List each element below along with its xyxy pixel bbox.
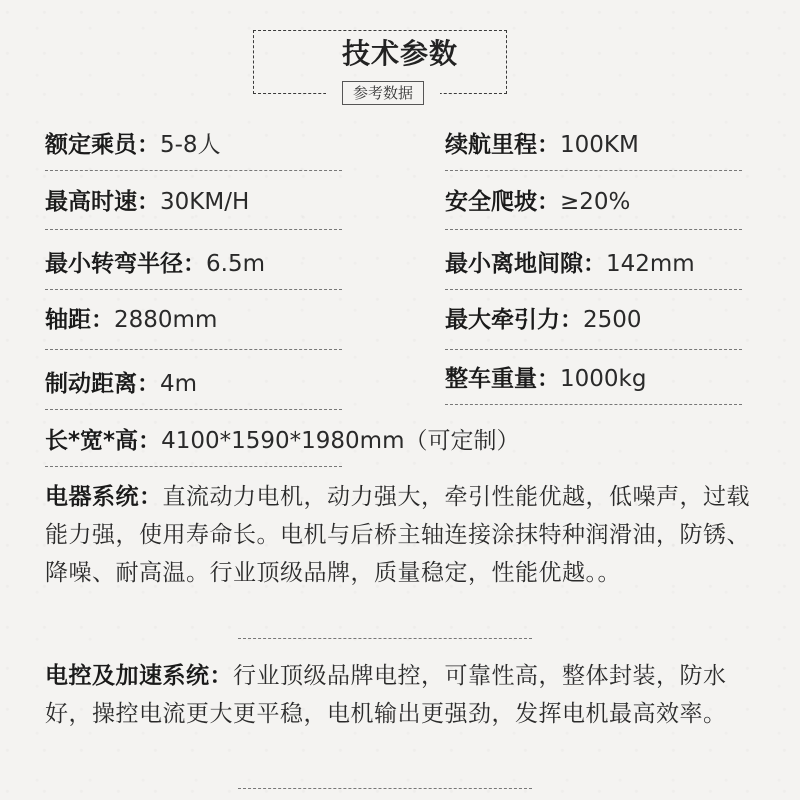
spec-value: 2500 xyxy=(583,307,642,333)
spec-weight xyxy=(445,364,646,394)
spec-wheelbase xyxy=(45,305,217,335)
spec-traction xyxy=(445,305,642,335)
spec-value: ≥20% xyxy=(560,189,631,215)
spec-turn-radius xyxy=(45,249,265,279)
spec-passengers xyxy=(45,130,221,160)
control-system-paragraph xyxy=(45,657,755,733)
spec-key: 轴距： xyxy=(45,307,114,333)
spec-key: 最小转弯半径： xyxy=(45,251,206,277)
spec-key: 长*宽*高： xyxy=(45,428,162,454)
page-title: 技术参数 xyxy=(341,37,458,70)
electrical-system-paragraph xyxy=(45,478,755,592)
paragraph-text: 行业顶级品牌电控，可靠性高，整体封装，防水好，操控电流更大更平稳，电机输出更强劲，发挥电机最高效率。 xyxy=(45,663,727,727)
divider xyxy=(238,788,532,789)
spec-climb xyxy=(445,187,630,217)
spec-key: 最大牵引力： xyxy=(445,307,583,333)
divider xyxy=(445,404,742,405)
paragraph-key: 电器系统： xyxy=(45,484,163,510)
spec-key: 最高时速： xyxy=(45,189,160,215)
spec-key: 额定乘员： xyxy=(45,132,160,158)
page-subtitle: 参考数据 xyxy=(342,81,424,105)
spec-key: 制动距离： xyxy=(45,371,160,397)
spec-braking xyxy=(45,369,197,399)
divider xyxy=(45,409,342,410)
spec-value: 6.5m xyxy=(206,251,265,277)
paragraph-key: 电控及加速系统： xyxy=(45,663,233,689)
divider xyxy=(45,289,342,290)
divider xyxy=(445,170,742,171)
spec-dimensions xyxy=(45,426,519,456)
divider xyxy=(45,229,342,230)
spec-range xyxy=(445,130,639,160)
spec-max-speed xyxy=(45,187,249,217)
subtitle-wrap xyxy=(326,80,440,106)
spec-value: 1000kg xyxy=(560,366,647,392)
spec-key: 最小离地间隙： xyxy=(445,251,606,277)
spec-value: 4100*1590*1980mm（可定制） xyxy=(161,428,520,454)
divider xyxy=(238,638,532,639)
spec-key: 续航里程： xyxy=(445,132,560,158)
divider xyxy=(45,170,342,171)
spec-ground-clearance xyxy=(445,249,695,279)
spec-value: 30KM/H xyxy=(160,189,250,215)
spec-key: 安全爬坡： xyxy=(445,189,560,215)
divider xyxy=(45,466,342,467)
spec-value: 100KM xyxy=(560,132,639,158)
divider xyxy=(445,229,742,230)
spec-value: 142mm xyxy=(606,251,695,277)
spec-key: 整车重量： xyxy=(445,366,560,392)
spec-value: 2880mm xyxy=(114,307,218,333)
spec-value: 4m xyxy=(160,371,198,397)
divider xyxy=(445,289,742,290)
divider xyxy=(45,349,342,350)
spec-value: 5-8人 xyxy=(160,132,221,158)
paragraph-text: 直流动力电机，动力强大，牵引性能优越，低噪声，过载能力强，使用寿命长。电机与后桥主轴连接涂抹特种润滑油，防锈、降噪、耐高温。行业顶级品牌，质量稳定，性能优越。。 xyxy=(45,484,750,586)
divider xyxy=(445,349,742,350)
